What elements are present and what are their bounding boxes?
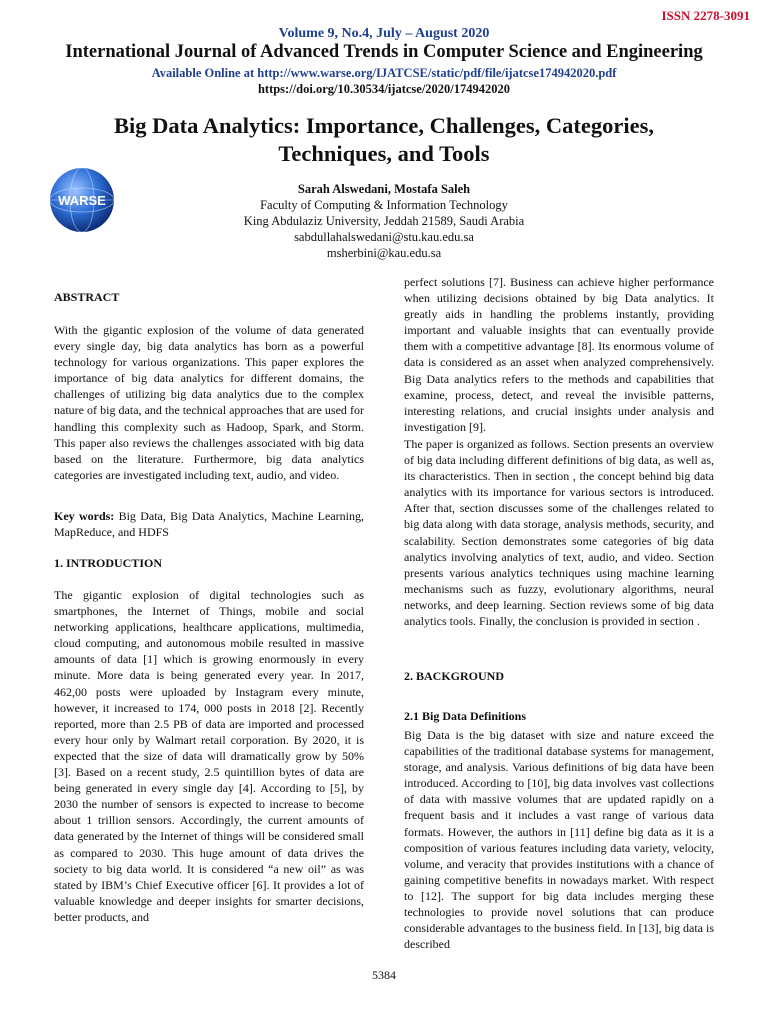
available-online-link[interactable]: Available Online at http://www.warse.org/IJATCSE/static/pdf/file/ijatcse174942020.pdf [151, 66, 617, 80]
page-number: 5384 [372, 968, 396, 982]
big-data-definitions-heading: 2.1 Big Data Definitions [404, 709, 527, 723]
keywords [54, 508, 364, 540]
journal-name: International Journal of Advanced Trends in Computer Science and Engineering [65, 42, 703, 62]
doi-link[interactable]: https://doi.org/10.30534/ijatcse/2020/174942020 [257, 82, 511, 96]
authors: Sarah Alswedani, Mostafa Saleh [297, 182, 471, 196]
keywords-label: Key words: [54, 509, 115, 523]
logo-text: WARSE [58, 193, 106, 208]
introduction-heading: 1. INTRODUCTION [54, 556, 163, 570]
volume-issue: Volume 9, No.4, July – August 2020 [278, 26, 490, 41]
keywords-text: Big Data, Big Data Analytics, Machine Learning, MapReduce, and HDFS [54, 509, 364, 540]
abstract-text: With the gigantic explosion of the volume of data generated every single day, big data analytics has born as a powerful technology for various organizations. This paper explores the importance of big data analytics for different domains, the challenges of utilizing big data analytics due to the complex nature of big data, and the technical approaches that are used for handling this complexity such as Hadoop, Spark, and Storm. This paper also reviews the challenges associated with big data based on the literature. Furthermore, big data analytics categories are investigated including text, audio, and video. [54, 323, 364, 482]
issn-label: ISSN 2278-3091 [661, 8, 750, 23]
intro-continued-paragraph: perfect solutions [7]. Business can achieve higher performance when utilizing decisions obtained by big Data analytics. It greatly aids in handling the problems instantly, providing important and valuable insights that can eventually provide them with a competitive advantage [8]. Its enormous volume of data is considered as an asset when analyzed comprehensively. Big Data analytics refers to the methods and capabilities that examine, process, detect, and reveal the invisible patterns, interesting relations, and crucial insights under analysis and investigation [9]. [404, 275, 714, 434]
abstract-heading: ABSTRACT [54, 290, 120, 304]
introduction-text: The gigantic explosion of digital technologies such as smartphones, the Internet of Things, mobile and social networking applications, healthcare applications, multimedia, cloud computing, and autonomous mobile resulted in massive amounts of data [1] which is growing enormously in every minute. More data is being generated every year. In 2017, 462,00 posts were uploaded by Instagram every minute, however, it increased to 174, 000 posts in 2018 [2]. Recently reported, more than 2.5 PB of data are imported and processed every hour only by Walmart retail corporation. By 2020, it is expected that the size of data will dramatically grow by 50% [3]. Based on a recent study, 2.5 quintillion bytes of data are being generated in every single day [4]. According to [5], by 2030 the number of sensors is expected to increase to become about 1 trillion sensors. Accordingly, the current amounts of data generated by the Internet of things will be considered small as compared to 2030. This huge amount of data drives the society to big data world. It is considered “a new oil” as was stated by IBM’s Chief Executive officer [6]. It provides a lot of valuable knowledge and deeper insights for smarter decisions, better products, and [54, 588, 364, 924]
paper-title: Big Data Analytics: Importance, Challenges, Categories, Techniques, and Tools [114, 113, 654, 166]
email-1[interactable]: sabdullahalswedani@stu.kau.edu.sa [294, 230, 474, 244]
background-heading: 2. BACKGROUND [404, 669, 505, 683]
email-2[interactable]: msherbini@kau.edu.sa [326, 246, 442, 260]
affiliation-university: King Abdulaziz University, Jeddah 21589, Saudi Arabia [243, 214, 525, 228]
paper-organization-paragraph: The paper is organized as follows. Section presents an overview of big data including different definitions of big data, as well as, its characteristics. Then in section , the concept behind big data analytics with its importance for various sectors is introduced. After that, section discusses some of the challenges related to big data along with data storage, analysis methods, security, and scalability. Section demonstrates some categories of big data analytics involving analytics of text, audio, and video. Section presents various analytics techniques using machine learning mechanisms such as fuzzy, evolutionary algorithms, neural networks, and deep learning. Section reviews some of big data analytics tools. Finally, the conclusion is provided in section . [404, 437, 714, 629]
big-data-definitions-text: Big Data is the big dataset with size and nature exceed the capabilities of the traditional database systems for management, storage, and analysis. Various definitions of big data have been introduced. According to [10], big data involves vast collections of data with massive volumes that are updated rapidly on a frequent basis and it includes a vast range of various data formats. However, the authors in [11] define big data as it is a composition of various features including data variety, velocity, volume, and veracity that provides institutions with a chance of gaining competitive benefits in nowadays market. With respect to [12]. The support for big data includes merging these technologies to provide novel solutions that can produce considerable advantages to the business field. In [13], big data is described [404, 728, 714, 952]
affiliation-faculty: Faculty of Computing & Information Technology [260, 198, 508, 212]
